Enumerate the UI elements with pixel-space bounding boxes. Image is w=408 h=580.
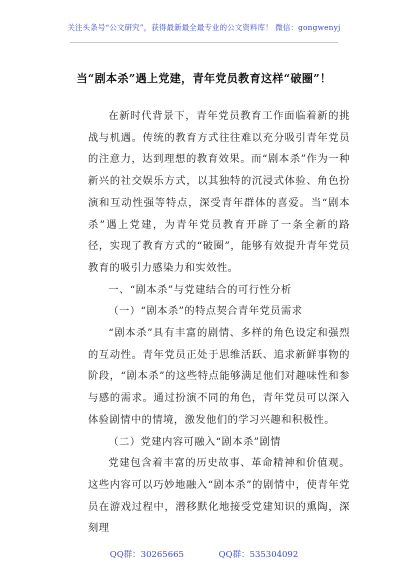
- footer-qq-group-1: QQ群：30265665: [109, 550, 184, 560]
- subsection-heading-1: （一）“剧本杀”的特点契合青年党员需求: [108, 306, 303, 318]
- paragraph-content: 党建包含着丰富的历史故事、革命精神和价值观。这些内容可以巧妙地融入“剧本杀”的剧情中，使青年党员在游戏过程中，潜移默化地接受党建知识的熏陶，深刻理: [88, 458, 350, 535]
- footer-qq-groups: [0, 548, 408, 560]
- header-promo-text: 关注头条号“公文研究”，获得最新最全最专业的公文资料库！ 微信：gongwenyj: [67, 23, 341, 32]
- section-heading-1: 一、“剧本杀”与党建结合的可行性分析: [108, 284, 292, 296]
- header-divider: [70, 42, 338, 43]
- document-body: [88, 106, 350, 540]
- footer-qq-group-2: QQ群：535304092: [218, 550, 299, 560]
- document-title: 当“剧本杀”遇上党建，青年党员教育这样“破圈”！: [76, 72, 332, 85]
- paragraph-intro: 在新时代背景下，青年党员教育工作面临着新的挑战与机遇。传统的教育方式往往难以充分吸引青年党员的注意力，达到理想的教育效果。而“剧本杀”作为一种新兴的社交娱乐方式，以其独特的沉浸式体验、角色扮演和互动性强等特点，深受青年群体的喜爱。当“剧本杀”遇上党建，为青年党员教育开辟了一条全新的路径，实现了教育方式的“破圈”，能够有效提升青年党员教育的吸引力感染力和实效性。: [88, 111, 350, 274]
- paragraph-features: “剧本杀”具有丰富的剧情、多样的角色设定和强烈的互动性。青年党员正处于思维活跃、追求新鲜事物的阶段，“剧本杀”的这些特点能够满足他们对趣味性和参与感的需求。通过扮演不同的角色，青年党员可以深入体验剧情中的情境，激发他们的学习兴趣和积极性。: [88, 328, 350, 426]
- subsection-heading-2: （二）党建内容可融入“剧本杀”剧情: [108, 436, 281, 448]
